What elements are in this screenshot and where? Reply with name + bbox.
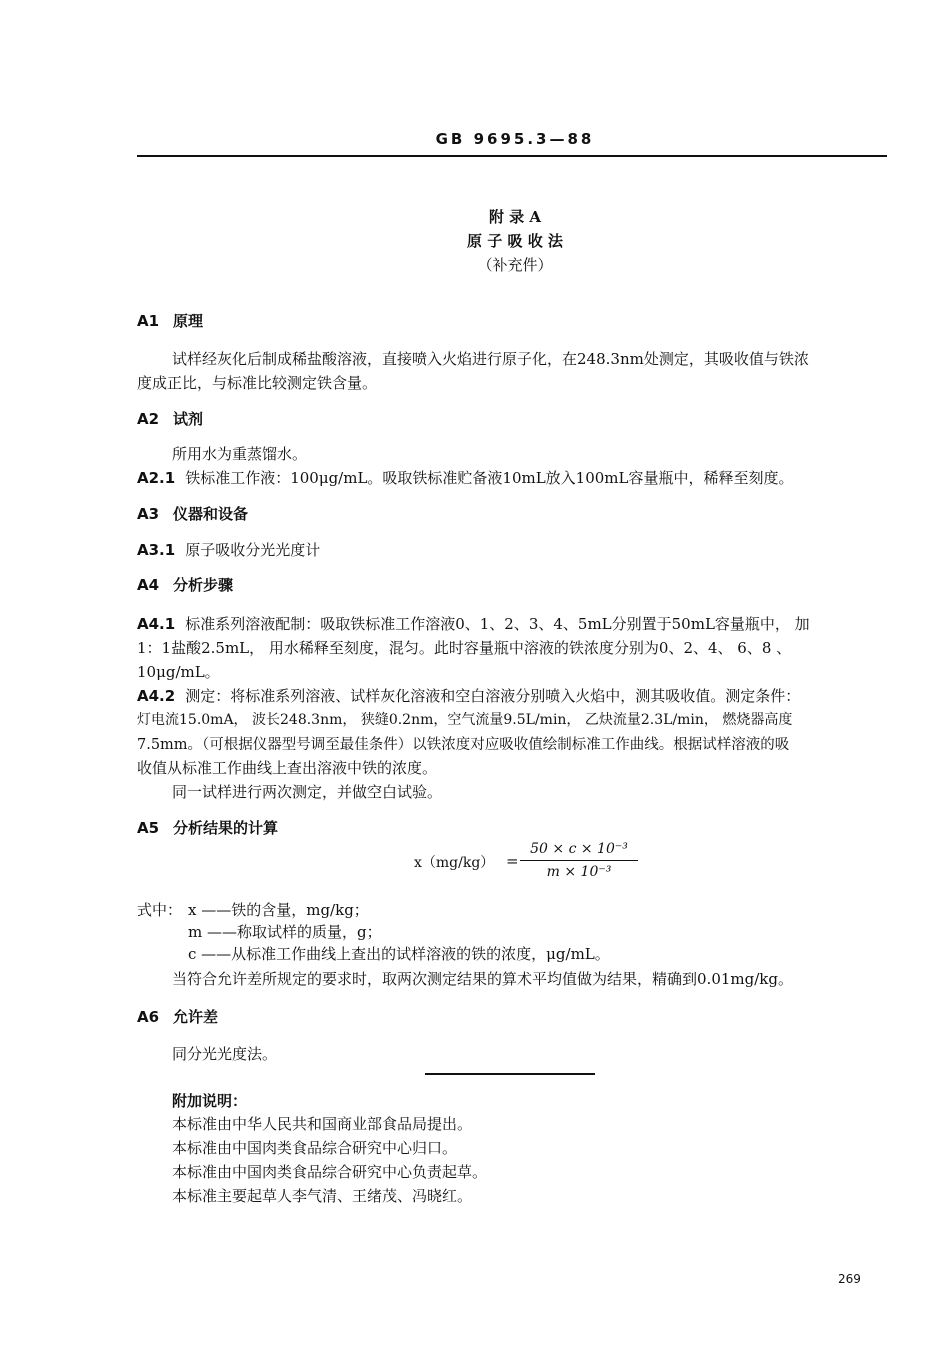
where-label: 式中： — [137, 901, 183, 919]
a1-paragraph-line: 试样经灰化后制成稀盐酸溶液，直接喷入火焰进行原子化，在248.3nm处测定，其吸收值与铁浓 — [172, 350, 809, 368]
section-title: 分析结果的计算 — [173, 819, 279, 837]
formula-lhs: x（mg/kg） — [414, 855, 495, 871]
formula-fraction — [520, 841, 638, 880]
section-number: A4 — [137, 576, 160, 594]
definition-x: x ——铁的含量，mg/kg； — [188, 901, 369, 919]
formula-equals: = — [506, 852, 519, 870]
appendix-title: 附 录 A — [488, 208, 542, 226]
subsection-number: A2.1 — [137, 469, 176, 487]
section-number: A5 — [137, 819, 160, 837]
section-number: A2 — [137, 410, 160, 428]
section-title: 原理 — [173, 312, 204, 330]
section-a5-heading — [137, 817, 278, 838]
a5-conclusion: 当符合允许差所规定的要求时，取两次测定结果的算术平均值做为结果，精确到0.01mg/kg。 — [172, 970, 793, 988]
a4-1-line: 1：1盐酸2.5mL， 用水稀释至刻度，混匀。此时容量瓶中溶液的铁浓度分别为0、2、4、 6、8 、 — [137, 639, 792, 657]
notes-line: 本标准主要起草人李气清、王绪茂、冯晓红。 — [172, 1187, 473, 1205]
a2-1-line — [137, 467, 794, 488]
section-title: 仪器和设备 — [173, 505, 249, 523]
notes-line: 本标准由中国肉类食品综合研究中心归口。 — [172, 1139, 458, 1157]
header-rule — [137, 155, 887, 157]
a4-2-line: 同一试样进行两次测定，并做空白试验。 — [172, 783, 443, 801]
a4-1-line: 10μg/mL。 — [137, 663, 220, 681]
definition-c: c ——从标准工作曲线上查出的试样溶液的铁的浓度，μg/mL。 — [188, 945, 610, 963]
notes-line: 本标准由中国肉类食品综合研究中心负责起草。 — [172, 1163, 488, 1181]
notes-line: 本标准由中华人民共和国商业部食品局提出。 — [172, 1115, 473, 1133]
a4-1-line — [137, 613, 810, 634]
section-title: 分析步骤 — [173, 576, 234, 594]
definition-m: m ——称取试样的质量，g； — [188, 923, 382, 941]
section-number: A1 — [137, 312, 160, 330]
a1-paragraph-line: 度成正比，与标准比较测定铁含量。 — [137, 374, 378, 392]
section-number: A3 — [137, 505, 160, 523]
appendix-note: （补充件） — [477, 256, 553, 274]
subsection-number: A4.2 — [137, 687, 176, 705]
subsection-text: 测定：将标准系列溶液、试样灰化溶液和空白溶液分别喷入火焰中，测其吸收值。测定条件： — [185, 687, 801, 705]
section-a6-heading — [137, 1006, 218, 1027]
subsection-number: A4.1 — [137, 615, 176, 633]
subsection-text: 铁标准工作液：100μg/mL。吸取铁标准贮备液10mL放入100mL容量瓶中，稀释至刻度。 — [185, 469, 794, 487]
section-a2-heading — [137, 408, 203, 429]
subsection-text: 原子吸收分光光度计 — [185, 541, 321, 559]
fraction-bar — [520, 860, 638, 861]
section-a1-heading — [137, 310, 203, 331]
subsection-text: 标准系列溶液配制：吸取铁标准工作溶液0、1、2、3、4、5mL分别置于50mL容量瓶中， 加 — [185, 615, 810, 633]
a3-1-line — [137, 539, 320, 560]
formula-numerator: 50 × c × 10⁻³ — [530, 841, 628, 857]
notes-separator — [425, 1073, 595, 1075]
formula-denominator: m × 10⁻³ — [546, 864, 612, 880]
a4-2-line: 收值从标准工作曲线上查出溶液中铁的浓度。 — [137, 759, 438, 777]
page-number: 269 — [838, 1272, 861, 1286]
a6-paragraph-line: 同分光光度法。 — [172, 1045, 278, 1063]
a4-2-line — [137, 685, 800, 706]
section-a3-heading — [137, 503, 248, 524]
section-title: 允许差 — [173, 1008, 219, 1026]
a4-2-line: 7.5mm。（可根据仪器型号调至最佳条件）以铁浓度对应吸收值绘制标准工作曲线。根据试样溶液的吸 — [137, 737, 790, 753]
a2-paragraph-line: 所用水为重蒸馏水。 — [172, 445, 308, 463]
section-number: A6 — [137, 1008, 160, 1026]
subsection-number: A3.1 — [137, 541, 176, 559]
a4-2-line: 灯电流15.0mA， 波长248.3nm， 狭缝0.2nm，空气流量9.5L/min， 乙炔流量2.3L/min， 燃烧器高度 — [137, 712, 793, 728]
section-a4-heading — [137, 574, 233, 595]
section-title: 试剂 — [173, 410, 204, 428]
standard-number: GB 9695.3—88 — [435, 130, 595, 148]
notes-title: 附加说明： — [172, 1092, 248, 1110]
method-title: 原 子 吸 收 法 — [467, 232, 563, 250]
